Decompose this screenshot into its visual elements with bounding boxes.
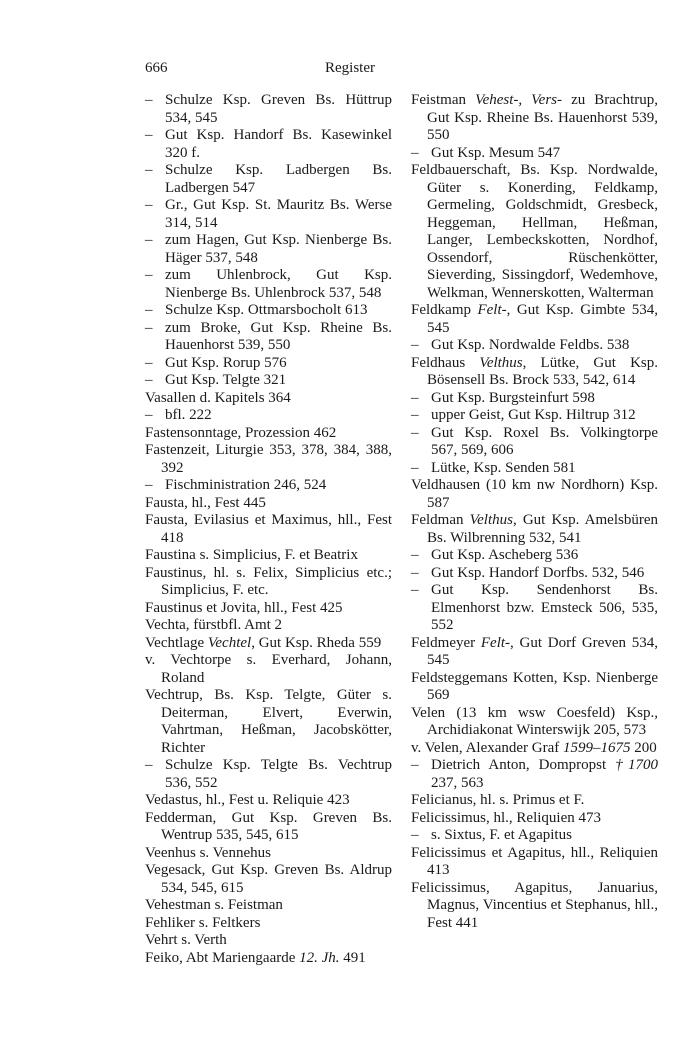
entry-text: Feldbauerschaft, Bs. Ksp. Nordwalde, Güter s. Konerding, Feldkamp, Germeling, Goldschmidt, Gresbeck, Heggeman, Hellman, Heßman, Langer, Lembeckskotten, Nordhof, Ossendorf, Rüschenkötter, Sieverding, Sissingdorf, Wedemhove, Welkman, Wennerskotten, Walterman <box>411 162 658 301</box>
index-entry <box>145 512 392 547</box>
repeat-dash: – <box>145 319 153 336</box>
index-entry <box>145 425 392 443</box>
repeat-dash: – <box>145 232 153 248</box>
repeat-dash: – <box>411 582 419 598</box>
index-entry <box>411 92 658 145</box>
entry-text: Gut Ksp. Burgsteinfurt 598 <box>431 389 595 406</box>
index-subentry <box>411 582 658 635</box>
entry-text: Gut Ksp. Handorf Bs. Kasewinkel 320 f. <box>165 127 392 161</box>
repeat-dash: – <box>145 267 153 283</box>
repeat-dash: – <box>145 354 153 371</box>
entry-text: Felicianus, hl. s. Primus et F. <box>411 792 585 808</box>
index-subentry <box>411 390 658 408</box>
entry-text: Veldhausen (10 km nw Nordhorn) Ksp. 587 <box>411 477 658 511</box>
entry-text: , Gut Ksp. Amelsbüren Bs. Wilbrenning 532, 541 <box>427 512 658 546</box>
entry-text: 491 <box>339 949 366 966</box>
entry-text: Faustinus, hl. s. Felix, Simplicius etc.; Simplicius, F. etc. <box>145 564 392 598</box>
entry-text: , Gut Ksp. Gimbte 534, 545 <box>427 302 658 336</box>
entry-text: Felt- <box>480 634 511 651</box>
entry-text: v. Velen, Alexander Graf <box>411 739 564 756</box>
entry-text: zum Uhlenbrock, Gut Ksp. Nienberge Bs. Uhlenbrock 537, 548 <box>165 267 392 301</box>
repeat-dash: – <box>411 757 419 773</box>
entry-text: Faustinus et Jovita, hll., Fest 425 <box>145 599 343 616</box>
index-entry <box>145 565 392 600</box>
repeat-dash: – <box>411 424 419 441</box>
index-entry <box>145 600 392 618</box>
index-entry <box>145 862 392 897</box>
repeat-dash: – <box>145 757 153 773</box>
entry-text: Feldmeyer <box>411 634 481 651</box>
index-entry <box>411 792 658 810</box>
index-subentry <box>145 355 392 373</box>
entry-text: Feldhaus <box>411 354 480 371</box>
repeat-dash: – <box>145 127 153 143</box>
entry-text: zum Broke, Gut Ksp. Rheine Bs. Hauenhorst 539, 550 <box>165 319 392 353</box>
entry-text: Vehestman s. Feistman <box>145 897 283 913</box>
repeat-dash: – <box>411 827 419 843</box>
index-subentry <box>145 92 392 127</box>
entry-text: Feldman <box>411 512 470 528</box>
running-head: Register <box>325 60 375 76</box>
index-entry <box>145 687 392 757</box>
entry-text: Felicissimus, hl., Reliquien 473 <box>411 809 601 826</box>
index-entry <box>145 390 392 408</box>
index-entry <box>411 635 658 670</box>
entry-text: Gut Ksp. Telgte 321 <box>165 372 287 388</box>
entry-text: Vedastus, hl., Fest u. Reliquie 423 <box>145 792 350 808</box>
index-entry <box>411 740 658 758</box>
entry-text: Velthus <box>469 512 513 528</box>
entry-text: Fastensonntage, Prozession 462 <box>145 424 337 441</box>
index-entry <box>145 652 392 687</box>
entry-text: bfl. 222 <box>165 407 212 423</box>
index-entry <box>411 810 658 828</box>
repeat-dash: – <box>411 547 419 563</box>
index-subentry <box>411 145 658 163</box>
entry-text: Gut Ksp. Ascheberg 536 <box>431 547 579 563</box>
index-subentry <box>145 757 392 792</box>
entry-text: , Lütke, Gut Ksp. Bösensell Bs. Brock 533, 542, 614 <box>427 354 658 388</box>
entry-text: Vasallen d. Kapitels 364 <box>145 389 291 406</box>
index-entry <box>145 845 392 863</box>
right-column <box>411 92 658 932</box>
index-entry <box>145 810 392 845</box>
entry-text: Gut Ksp. Handorf Dorfbs. 532, 546 <box>431 564 645 581</box>
repeat-dash: – <box>411 144 419 161</box>
index-entry <box>411 845 658 880</box>
index-subentry <box>411 407 658 425</box>
entry-text: zum Hagen, Gut Ksp. Nienberge Bs. Häger 537, 548 <box>165 232 392 266</box>
entry-text: Vechtel <box>207 634 252 651</box>
index-subentry <box>145 407 392 425</box>
index-entry <box>411 355 658 390</box>
index-entry <box>145 792 392 810</box>
entry-text: Schulze Ksp. Greven Bs. Hüttrup 534, 545 <box>165 92 392 126</box>
entry-text: , Gut Ksp. Rheda 559 <box>251 634 382 651</box>
index-entry <box>145 617 392 635</box>
repeat-dash: – <box>411 337 419 353</box>
index-subentry <box>411 757 658 792</box>
repeat-dash: – <box>145 92 153 108</box>
index-subentry <box>145 232 392 267</box>
entry-text: Vechtlage <box>145 634 208 651</box>
entry-text: Fausta, hl., Fest 445 <box>145 494 266 511</box>
index-entry <box>411 477 658 512</box>
entry-text: , Gut Dorf Greven 534, 545 <box>427 634 658 668</box>
index-entry <box>411 670 658 705</box>
index-subentry <box>411 547 658 565</box>
index-subentry <box>411 337 658 355</box>
index-entry <box>145 932 392 950</box>
entry-text: Gut Ksp. Sendenhorst Bs. Elmenhorst bzw. Emsteck 506, 535, 552 <box>431 582 658 633</box>
repeat-dash: – <box>145 372 153 388</box>
entry-text: Felt- <box>477 302 507 318</box>
entry-text: Gut Ksp. Rorup 576 <box>165 354 287 371</box>
entry-text: Fedderman, Gut Ksp. Greven Bs. Wentrup 535, 545, 615 <box>145 809 392 843</box>
entry-text: Vechtrup, Bs. Ksp. Telgte, Güter s. Deiterman, Elvert, Everwin, Vahrtman, Heßman, Jacobskötter, Richter <box>145 687 392 756</box>
index-subentry <box>411 460 658 478</box>
entry-text: 237, 563 <box>431 774 484 791</box>
index-subentry <box>411 425 658 460</box>
repeat-dash: – <box>411 564 419 581</box>
repeat-dash: – <box>145 197 153 213</box>
index-subentry <box>145 162 392 197</box>
index-entry <box>411 512 658 547</box>
entry-text: Fastenzeit, Liturgie 353, 378, 384, 388, 392 <box>145 442 392 476</box>
entry-text: Gr., Gut Ksp. St. Mauritz Bs. Werse 314, 514 <box>165 197 392 231</box>
index-subentry <box>145 267 392 302</box>
index-entry <box>411 880 658 933</box>
entry-text: Feldkamp <box>411 302 478 318</box>
index-subentry <box>145 477 392 495</box>
entry-text: Velen (13 km wsw Coesfeld) Ksp., Archidiakonat Winterswijk 205, 573 <box>411 704 658 738</box>
entry-text: Gut Ksp. Roxel Bs. Volkingtorpe 567, 569, 606 <box>431 424 658 458</box>
entry-text: Veenhus s. Vennehus <box>145 844 271 861</box>
entry-text: upper Geist, Gut Ksp. Hiltrup 312 <box>431 407 636 423</box>
entry-text: Schulze Ksp. Telgte Bs. Vechtrup 536, 552 <box>165 757 392 791</box>
entry-text: Schulze Ksp. Ladbergen Bs. Ladbergen 547 <box>165 162 392 196</box>
entry-text: zu Brachtrup, Gut Ksp. Rheine Bs. Hauenhorst 539, 550 <box>427 92 659 143</box>
index-subentry <box>145 127 392 162</box>
repeat-dash: – <box>411 459 419 476</box>
index-entry <box>411 302 658 337</box>
entry-text: Felicissimus et Agapitus, hll., Reliquien 413 <box>411 844 658 878</box>
entry-text: Schulze Ksp. Ottmarsbocholt 613 <box>165 302 368 318</box>
entry-text: v. Vechtorpe s. Everhard, Johann, Roland <box>145 652 392 686</box>
index-entry <box>145 547 392 565</box>
entry-text: Fausta, Evilasius et Maximus, hll., Fest 418 <box>145 512 392 546</box>
entry-text: Vehest-, Vers- <box>475 92 563 108</box>
entry-text: Faustina s. Simplicius, F. et Beatrix <box>145 547 358 563</box>
entry-text: Dietrich Anton, Dompropst <box>431 757 616 773</box>
repeat-dash: – <box>411 407 419 423</box>
repeat-dash: – <box>145 407 153 423</box>
entry-text: 12. Jh. <box>299 949 340 966</box>
entry-text: Velthus <box>479 354 523 371</box>
entry-text: Vegesack, Gut Ksp. Greven Bs. Aldrup 534, 545, 615 <box>145 862 392 896</box>
entry-text: †1700 <box>615 757 658 773</box>
entry-text: Gut Ksp. Mesum 547 <box>431 144 561 161</box>
entry-text: Fischministration 246, 524 <box>165 477 327 493</box>
entry-text: Felicissimus, Agapitus, Januarius, Magnus, Vincentius et Stephanus, hll., Fest 441 <box>411 879 658 931</box>
repeat-dash: – <box>145 477 153 493</box>
page-number: 666 <box>145 60 168 76</box>
entry-text: Feldsteggemans Kotten, Ksp. Nienberge 569 <box>411 669 658 703</box>
index-subentry <box>145 320 392 355</box>
left-column <box>145 92 392 967</box>
index-entry <box>145 442 392 477</box>
index-entry <box>145 950 392 968</box>
index-entry <box>145 897 392 915</box>
index-subentry <box>145 302 392 320</box>
entry-text: Fehliker s. Feltkers <box>145 914 261 931</box>
repeat-dash: – <box>411 389 419 406</box>
entry-text: 200 <box>630 739 657 756</box>
entry-text: Feiko, Abt Mariengaarde <box>145 949 300 966</box>
entry-text: Lütke, Ksp. Senden 581 <box>431 459 576 476</box>
repeat-dash: – <box>145 162 153 178</box>
index-entry <box>145 495 392 513</box>
index-entry <box>145 635 392 653</box>
entry-text: Feistman <box>411 92 476 108</box>
entry-text: Vechta, fürstbfl. Amt 2 <box>145 617 283 633</box>
entry-text: Vehrt s. Verth <box>145 932 227 948</box>
index-subentry <box>145 197 392 232</box>
entry-text: Gut Ksp. Nordwalde Feldbs. 538 <box>431 337 630 353</box>
index-subentry <box>145 372 392 390</box>
index-subentry <box>411 565 658 583</box>
repeat-dash: – <box>145 302 153 318</box>
entry-text: 1599–1675 <box>563 739 631 756</box>
index-subentry <box>411 827 658 845</box>
index-entry <box>145 915 392 933</box>
index-entry <box>411 705 658 740</box>
entry-text: s. Sixtus, F. et Agapitus <box>431 827 572 843</box>
index-entry <box>411 162 658 302</box>
